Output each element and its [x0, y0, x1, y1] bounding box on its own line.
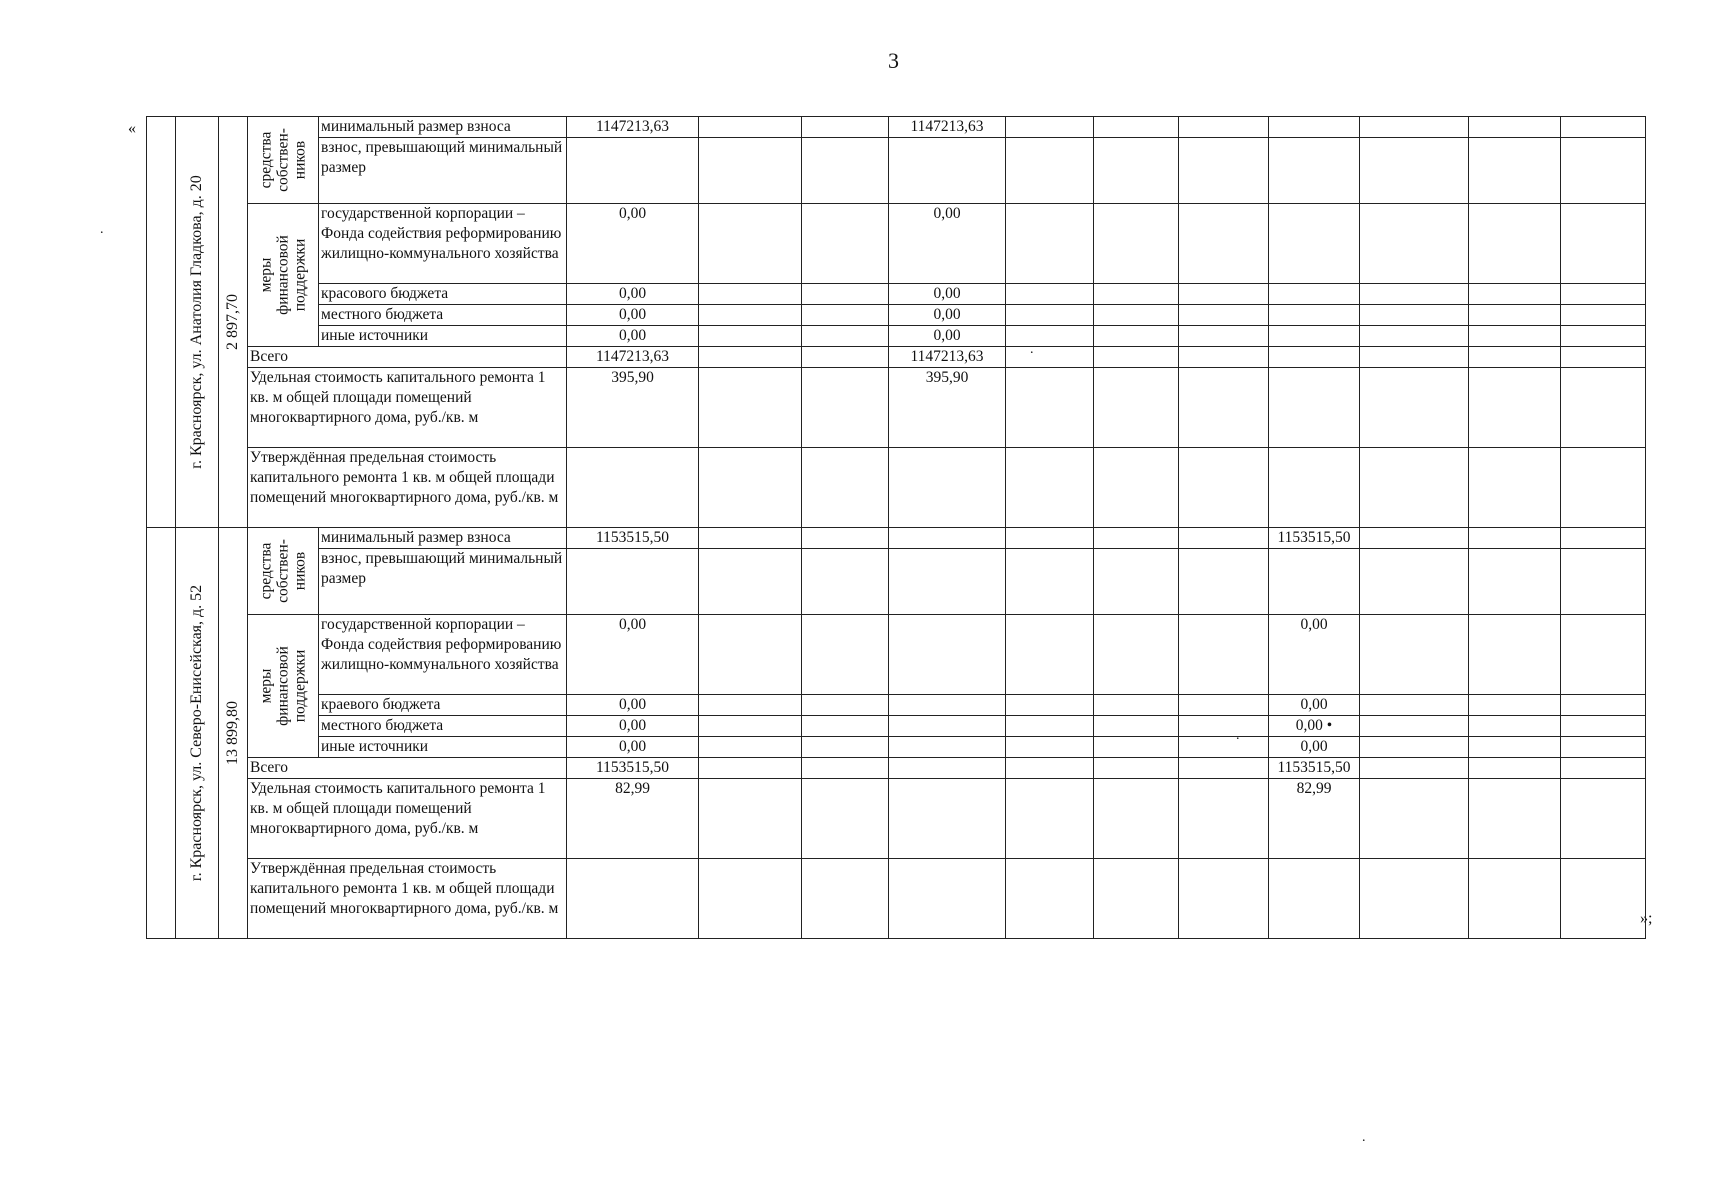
value-cell: 395,90 [567, 368, 699, 448]
value-cell [802, 716, 889, 737]
value-cell [1179, 117, 1269, 138]
value-cell: 0,00 [889, 326, 1006, 347]
value-cell [1094, 737, 1179, 758]
value-cell [1360, 716, 1469, 737]
value-cell [1094, 448, 1179, 528]
table-row [147, 347, 1724, 368]
value-cell [1006, 859, 1094, 939]
value-cell [1469, 284, 1561, 305]
value-cell [889, 737, 1006, 758]
value-cell [1360, 284, 1469, 305]
value-cell [1561, 347, 1646, 368]
value-cell [1469, 859, 1561, 939]
value-cell [699, 716, 802, 737]
financial-support-label [258, 235, 309, 315]
value-cell [1179, 758, 1269, 779]
value-cell [1179, 368, 1269, 448]
value-cell [699, 758, 802, 779]
value-cell: 395,90 [889, 368, 1006, 448]
value-cell [1360, 138, 1469, 204]
value-cell [1179, 204, 1269, 284]
value-cell [1269, 117, 1360, 138]
value-cell [699, 549, 802, 615]
value-cell [1561, 859, 1646, 939]
value-cell: 0,00 [567, 204, 699, 284]
value-cell [1469, 347, 1561, 368]
value-cell [699, 859, 802, 939]
value-cell [699, 779, 802, 859]
value-cell [1360, 615, 1469, 695]
value-cell [1094, 347, 1179, 368]
table-row [147, 758, 1724, 779]
value-cell [1469, 305, 1561, 326]
value-cell [699, 326, 802, 347]
value-cell [1179, 716, 1269, 737]
table-row [147, 117, 1724, 138]
value-cell [567, 448, 699, 528]
value-cell [1561, 368, 1646, 448]
value-cell [1179, 779, 1269, 859]
row-label-unit-cost: Удельная стоимость капитального ремонта 1 кв. м общей площади помещений многоквартирного дома, руб./кв. м [248, 779, 567, 859]
value-cell [567, 859, 699, 939]
value-cell: 1153515,50 [1269, 758, 1360, 779]
value-cell [1360, 549, 1469, 615]
value-cell [699, 368, 802, 448]
value-cell [1094, 284, 1179, 305]
value-cell [1561, 448, 1646, 528]
opening-quote: « [128, 120, 136, 137]
value-cell: 0,00 [1269, 737, 1360, 758]
value-cell: 0,00 [567, 695, 699, 716]
value-cell [1006, 528, 1094, 549]
value-cell [802, 284, 889, 305]
value-cell [699, 284, 802, 305]
value-cell [802, 368, 889, 448]
value-cell [1269, 368, 1360, 448]
table-row [147, 779, 1724, 859]
financial-support-group [248, 204, 319, 347]
value-cell [802, 859, 889, 939]
table-row [147, 549, 1724, 615]
value-cell [1360, 204, 1469, 284]
value-cell [1094, 326, 1179, 347]
value-cell [1269, 347, 1360, 368]
value-cell [699, 204, 802, 284]
value-cell [802, 448, 889, 528]
row-label-local: местного бюджета [319, 305, 567, 326]
value-cell [802, 737, 889, 758]
table-row [147, 138, 1724, 204]
value-cell [1006, 779, 1094, 859]
value-cell [1469, 716, 1561, 737]
area-text: 2 897,70 [224, 294, 241, 350]
value-cell [802, 305, 889, 326]
value-cell [1006, 368, 1094, 448]
value-cell [1006, 138, 1094, 204]
value-cell [699, 528, 802, 549]
blank-index-cell [147, 528, 176, 939]
value-cell [802, 695, 889, 716]
value-cell [802, 615, 889, 695]
value-cell [889, 615, 1006, 695]
value-cell [1269, 138, 1360, 204]
group-label-line: поддержки [291, 649, 309, 723]
stray-mark: . [1030, 342, 1034, 357]
capital-repair-table [146, 116, 1724, 939]
value-cell [1094, 549, 1179, 615]
value-cell [699, 117, 802, 138]
value-cell [1269, 448, 1360, 528]
owners-funds-label [258, 128, 309, 192]
value-cell [1269, 284, 1360, 305]
table-row [147, 716, 1724, 737]
value-cell [1094, 117, 1179, 138]
value-cell [1006, 448, 1094, 528]
address-text: г. Красноярск, ул. Анатолия Гладкова, д. 20 [188, 175, 205, 469]
value-cell [567, 549, 699, 615]
table-row [147, 695, 1724, 716]
value-cell [1561, 305, 1646, 326]
value-cell [1006, 758, 1094, 779]
value-cell [1179, 549, 1269, 615]
value-cell [1094, 204, 1179, 284]
value-cell [1269, 204, 1360, 284]
value-cell [1094, 138, 1179, 204]
value-cell [1179, 448, 1269, 528]
address-cell [176, 528, 219, 939]
group-label-line: средства [257, 131, 275, 189]
value-cell [1179, 859, 1269, 939]
value-cell [1179, 695, 1269, 716]
stray-mark: . [1362, 1130, 1366, 1145]
value-cell [1360, 326, 1469, 347]
value-cell [1269, 305, 1360, 326]
value-cell [1006, 204, 1094, 284]
stray-mark: . [1236, 728, 1240, 743]
value-cell [889, 779, 1006, 859]
value-cell: 0,00 [889, 305, 1006, 326]
value-cell: 1153515,50 [1269, 528, 1360, 549]
value-cell [1094, 368, 1179, 448]
table-row [147, 204, 1724, 284]
value-cell [889, 695, 1006, 716]
value-cell [1469, 368, 1561, 448]
value-cell: 1147213,63 [567, 347, 699, 368]
value-cell [1561, 716, 1646, 737]
row-label-total: Всего [248, 758, 567, 779]
value-cell [1094, 758, 1179, 779]
value-cell [1360, 859, 1469, 939]
area-text: 13 899,80 [224, 701, 241, 765]
value-cell [1360, 448, 1469, 528]
table-row [147, 284, 1724, 305]
group-label-line: ников [291, 140, 309, 180]
value-cell [1561, 204, 1646, 284]
row-label-other: иные источники [319, 326, 567, 347]
value-cell [1094, 305, 1179, 326]
value-cell [1360, 347, 1469, 368]
value-cell [1094, 615, 1179, 695]
value-cell [1360, 305, 1469, 326]
value-cell: 1147213,63 [567, 117, 699, 138]
value-cell [1006, 284, 1094, 305]
value-cell [802, 347, 889, 368]
table-row [147, 737, 1724, 758]
value-cell [802, 779, 889, 859]
value-cell [802, 528, 889, 549]
value-cell [1179, 305, 1269, 326]
group-label-line: меры [257, 257, 275, 293]
value-cell [1469, 779, 1561, 859]
value-cell [1561, 117, 1646, 138]
value-cell [802, 138, 889, 204]
value-cell [1561, 549, 1646, 615]
group-label-line: меры [257, 668, 275, 704]
group-label-line: собствен- [274, 539, 292, 603]
value-cell: 82,99 [567, 779, 699, 859]
value-cell [1094, 779, 1179, 859]
value-cell [1469, 138, 1561, 204]
value-cell: 0,00 [567, 305, 699, 326]
row-label-min: минимальный размер взноса [319, 528, 567, 549]
value-cell [1469, 695, 1561, 716]
value-cell [1094, 528, 1179, 549]
value-cell [1469, 615, 1561, 695]
value-cell [1469, 204, 1561, 284]
value-cell [1179, 615, 1269, 695]
closing-quote: »; [1640, 910, 1653, 927]
row-label-over: взнос, превышающий минимальный размер [319, 138, 567, 204]
value-cell [1561, 138, 1646, 204]
value-cell [1469, 448, 1561, 528]
area-cell [219, 528, 248, 939]
value-cell [1360, 737, 1469, 758]
row-label-limit-cost: Утверждённая предельная стоимость капитального ремонта 1 кв. м общей площади помещений многоквартирного дома, руб./кв. м [248, 859, 567, 939]
value-cell [1469, 117, 1561, 138]
row-label-over: взнос, превышающий минимальный размер [319, 549, 567, 615]
value-cell [802, 204, 889, 284]
value-cell: 1147213,63 [889, 117, 1006, 138]
row-label-total: Всего [248, 347, 567, 368]
group-label-line: финансовой [274, 646, 292, 726]
value-cell [1561, 779, 1646, 859]
value-cell [1469, 737, 1561, 758]
group-label-line: собствен- [274, 128, 292, 192]
value-cell: 0,00 [567, 716, 699, 737]
value-cell [1469, 326, 1561, 347]
value-cell [889, 138, 1006, 204]
value-cell [1179, 347, 1269, 368]
table-row [147, 859, 1724, 939]
value-cell [1006, 326, 1094, 347]
row-label-limit-cost: Утверждённая предельная стоимость капитального ремонта 1 кв. м общей площади помещений многоквартирного дома, руб./кв. м [248, 448, 567, 528]
value-cell [1469, 758, 1561, 779]
value-cell [1269, 326, 1360, 347]
row-label-fund: государственной корпорации – Фонда содействия реформированию жилищно-коммунального хозяйства [319, 204, 567, 284]
value-cell [889, 448, 1006, 528]
value-cell: 0,00 • [1269, 716, 1360, 737]
value-cell [699, 347, 802, 368]
address-text: г. Красноярск, ул. Северо-Енисейская, д. 52 [188, 584, 205, 882]
value-cell [802, 117, 889, 138]
value-cell [802, 758, 889, 779]
value-cell [1006, 117, 1094, 138]
value-cell [1006, 695, 1094, 716]
value-cell: 0,00 [567, 737, 699, 758]
value-cell [1179, 326, 1269, 347]
group-label-line: финансовой [274, 235, 292, 315]
value-cell: 0,00 [567, 615, 699, 695]
value-cell [1006, 716, 1094, 737]
value-cell [1006, 549, 1094, 615]
value-cell [1269, 549, 1360, 615]
value-cell [1561, 284, 1646, 305]
value-cell: 0,00 [889, 204, 1006, 284]
value-cell [1561, 758, 1646, 779]
value-cell: 0,00 [567, 326, 699, 347]
table-row [147, 615, 1724, 695]
value-cell [1561, 326, 1646, 347]
blank-index-cell [147, 117, 176, 528]
stray-mark: . [100, 222, 104, 237]
value-cell [567, 138, 699, 204]
value-cell [1179, 737, 1269, 758]
table-row [147, 368, 1724, 448]
value-cell [1360, 695, 1469, 716]
value-cell [1561, 615, 1646, 695]
owners-funds-group [248, 528, 319, 615]
value-cell [1006, 347, 1094, 368]
row-label-regional: краевого бюджета [319, 695, 567, 716]
value-cell [889, 528, 1006, 549]
value-cell [699, 695, 802, 716]
value-cell [1006, 305, 1094, 326]
value-cell: 1153515,50 [567, 758, 699, 779]
value-cell [1179, 138, 1269, 204]
row-label-regional: красового бюджета [319, 284, 567, 305]
group-label-line: средства [257, 542, 275, 600]
table-row [147, 448, 1724, 528]
value-cell [699, 138, 802, 204]
row-label-min: минимальный размер взноса [319, 117, 567, 138]
area-cell [219, 117, 248, 528]
row-label-other: иные источники [319, 737, 567, 758]
value-cell [1094, 716, 1179, 737]
value-cell: 0,00 [567, 284, 699, 305]
value-cell: 0,00 [1269, 615, 1360, 695]
row-label-fund: государственной корпорации – Фонда содействия реформированию жилищно-коммунального хозяйства [319, 615, 567, 695]
value-cell [1006, 615, 1094, 695]
value-cell [1469, 528, 1561, 549]
value-cell [1360, 758, 1469, 779]
page-number: 3 [888, 48, 899, 73]
value-cell [1561, 695, 1646, 716]
owners-funds-label [258, 539, 309, 603]
value-cell [699, 615, 802, 695]
value-cell [889, 859, 1006, 939]
financial-support-label [258, 646, 309, 726]
value-cell [1094, 695, 1179, 716]
value-cell [1269, 859, 1360, 939]
value-cell: 1153515,50 [567, 528, 699, 549]
group-label-line: поддержки [291, 238, 309, 312]
table-row [147, 305, 1724, 326]
value-cell [699, 737, 802, 758]
value-cell: 0,00 [1269, 695, 1360, 716]
value-cell [1360, 779, 1469, 859]
value-cell [1561, 737, 1646, 758]
value-cell [1360, 117, 1469, 138]
value-cell: 0,00 [889, 284, 1006, 305]
row-label-unit-cost: Удельная стоимость капитального ремонта 1 кв. м общей площади помещений многоквартирного дома, руб./кв. м [248, 368, 567, 448]
table-row [147, 326, 1724, 347]
value-cell [1179, 528, 1269, 549]
value-cell [889, 549, 1006, 615]
value-cell [889, 716, 1006, 737]
value-cell [802, 326, 889, 347]
value-cell: 1147213,63 [889, 347, 1006, 368]
value-cell [1360, 368, 1469, 448]
value-cell [802, 549, 889, 615]
value-cell [1179, 284, 1269, 305]
value-cell [1094, 859, 1179, 939]
value-cell [1561, 528, 1646, 549]
row-label-local: местного бюджета [319, 716, 567, 737]
value-cell [699, 305, 802, 326]
owners-funds-group [248, 117, 319, 204]
value-cell [699, 448, 802, 528]
table-row [147, 528, 1724, 549]
financial-support-group [248, 615, 319, 758]
value-cell: 82,99 [1269, 779, 1360, 859]
group-label-line: ников [291, 551, 309, 591]
value-cell [1360, 528, 1469, 549]
value-cell [1006, 737, 1094, 758]
value-cell [1469, 549, 1561, 615]
value-cell [889, 758, 1006, 779]
address-cell [176, 117, 219, 528]
